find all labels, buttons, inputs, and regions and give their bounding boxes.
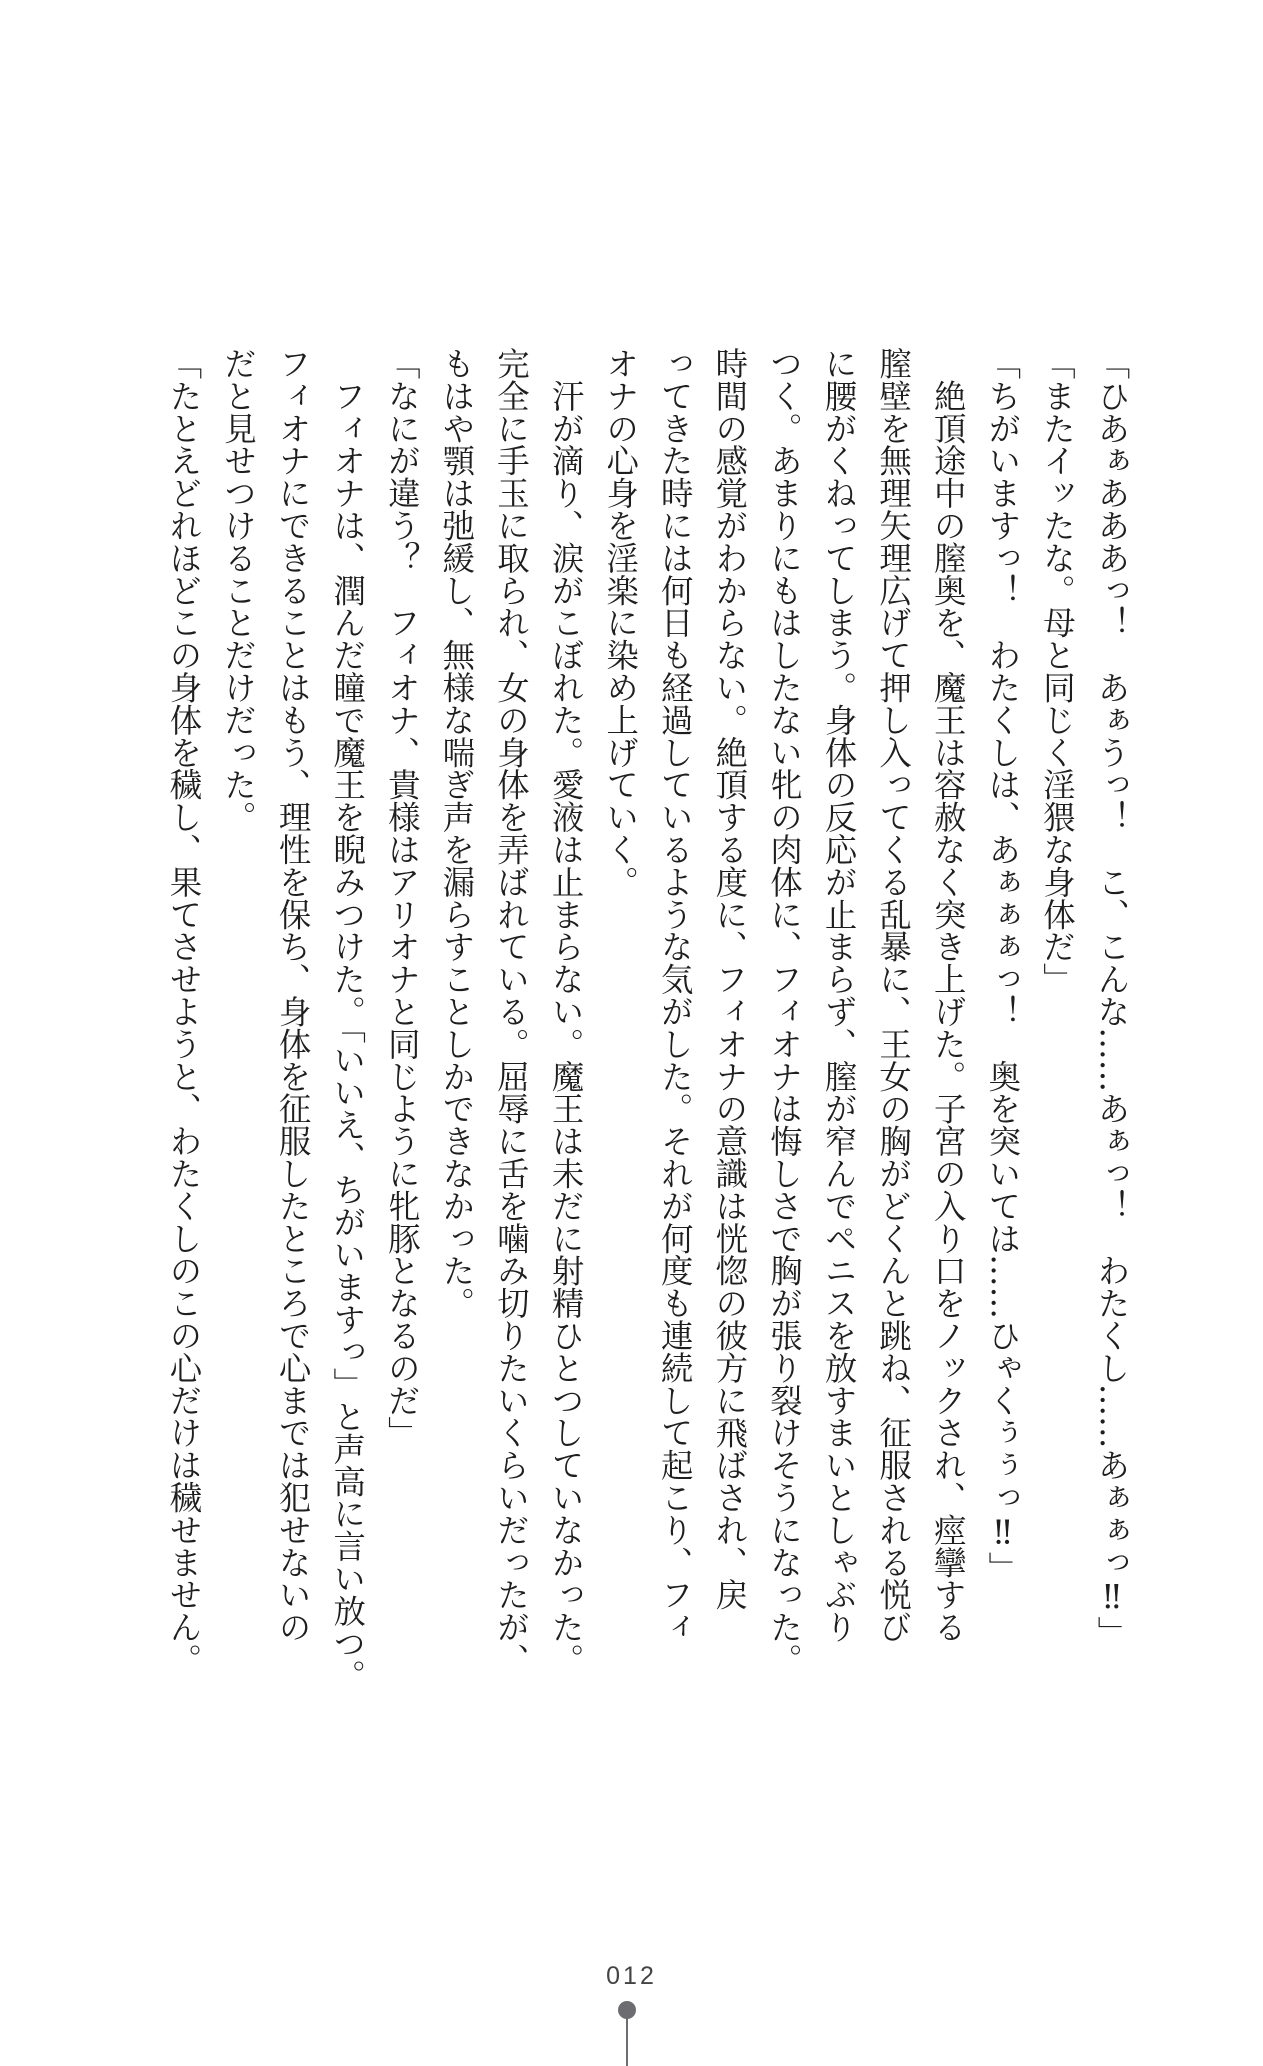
- text-line: 汗が滴り、涙がこぼれた。愛液は止まらない。魔王は未だに射精ひとつしていなかった。: [547, 347, 586, 1676]
- text-line: 膣壁を無理矢理広げて押し入ってくる乱暴に、王女の胸がどくんと跳ね、征服される悦び: [874, 347, 913, 1643]
- text-line: 「たとえどれほどこの身体を穢し、果てさせようと、わたくしのこの心だけは穢せません。: [164, 347, 203, 1676]
- text-line: 時間の感覚がわからない。絶頂する度に、フィオナの意識は恍惚の彼方に飛ばされ、戻: [710, 347, 749, 1611]
- text-line: だと見せつけることだけだった。: [219, 347, 258, 833]
- text-line: つく。あまりにもはしたない牝の肉体に、フィオナは悔しさで胸が張り裂けそうになった。: [765, 347, 804, 1676]
- text-line: 「なにが違う？ フィオナ、貴様はアリオナと同じように牝豚となるのだ」: [383, 347, 422, 1449]
- text-line: 完全に手玉に取られ、女の身体を弄ばれている。屈辱に舌を噛み切りたいくらいだったが、: [492, 347, 531, 1676]
- text-line: 「ひあぁあああっ！ あぁうっ！ こ、こんな……あぁっ！ わたくし……あぁぁっ‼」: [1093, 347, 1131, 1649]
- text-line: 「またイッたな。母と同じく淫猥な身体だ」: [1038, 347, 1077, 995]
- text-line: フィオナにできることはもう、理性を保ち、身体を征服したところで心までは犯せないの: [274, 347, 313, 1643]
- text-line: 絶頂途中の膣奥を、魔王は容赦なく突き上げた。子宮の入り口をノックされ、痙攣する: [929, 347, 968, 1643]
- text-line: に腰がくねってしまう。身体の反応が止まらず、膣が窄んでペニスを放すまいとしゃぶり: [820, 347, 859, 1643]
- text-line: 「ちがいますっ！ わたくしは、あぁぁぁっ！ 奥を突いては……ひゃくぅぅっ‼」: [983, 347, 1022, 1584]
- text-line: オナの心身を淫楽に染め上げていく。: [601, 347, 640, 898]
- text-line: もはや顎は弛緩し、無様な喘ぎ声を漏らすことしかできなかった。: [437, 347, 476, 1319]
- novel-body-text: [156, 347, 1139, 1692]
- page-number: 012: [606, 1962, 657, 1990]
- text-line: ってきた時には何日も経過しているような気がした。それが何度も連続して起こり、フィ: [656, 347, 695, 1643]
- page-marker-dot: [618, 2001, 636, 2019]
- page-marker-line: [626, 2018, 628, 2066]
- text-line: フィオナは、潤んだ瞳で魔王を睨みつけた。「いいえ、ちがいますっ」と声高に言い放つ。: [328, 347, 367, 1692]
